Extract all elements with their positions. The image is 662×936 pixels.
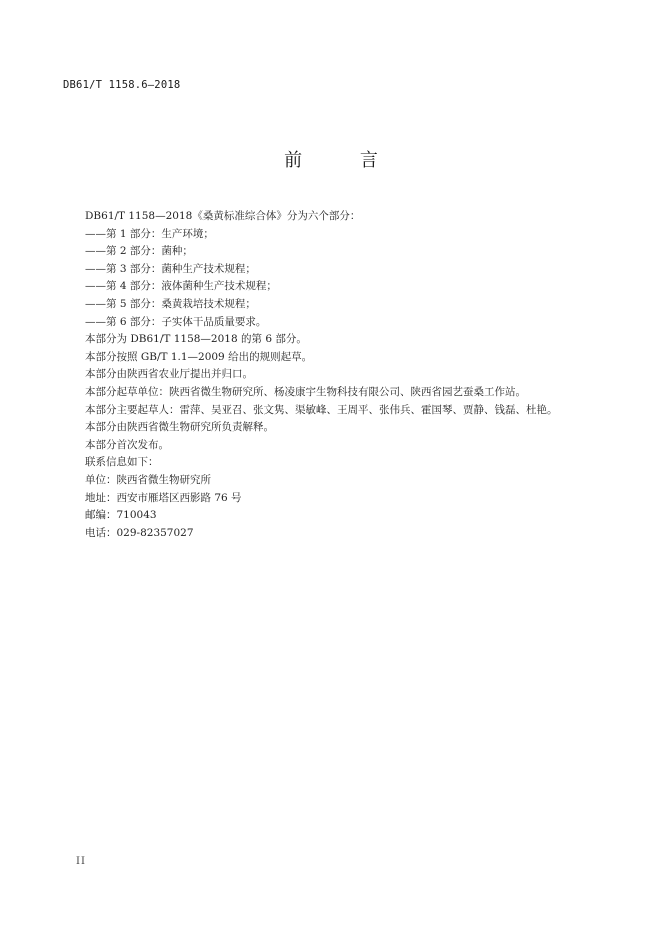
list-item-part-1: ——第 1 部分：生产环境； [85, 227, 214, 240]
foreword-body [63, 208, 603, 542]
page-number: II [76, 856, 86, 867]
contact-heading: 联系信息如下： [85, 456, 159, 469]
list-item-part-6: ——第 6 部分：子实体干品质量要求。 [85, 315, 267, 328]
paragraph-drafting-units: 本部分起草单位：陕西省微生物研究所、杨凌康宇生物科技有限公司、陕西省园艺蚕桑工作站。 [85, 385, 526, 398]
paragraph-intro: DB61/T 1158—2018《桑黄标准综合体》分为六个部分： [85, 210, 361, 222]
contact-address: 地址：西安市雁塔区西影路 76 号 [85, 491, 242, 504]
contact-unit: 单位：陕西省微生物研究所 [85, 473, 211, 486]
paragraph-drafting-rules: 本部分按照 GB/T 1.1—2009 给出的规则起草。 [85, 350, 313, 363]
contact-phone: 电话：029-82357027 [85, 526, 194, 539]
contact-postcode: 邮编：710043 [85, 509, 157, 522]
list-item-part-5: ——第 5 部分：桑黄栽培技术规程； [85, 297, 256, 310]
list-item-part-4: ——第 4 部分：液体菌种生产技术规程； [85, 280, 277, 293]
standard-code: DB61/T 1158.6—2018 [63, 79, 181, 91]
list-item-part-3: ——第 3 部分：菌种生产技术规程； [85, 262, 256, 275]
paragraph-drafters: 本部分主要起草人：雷萍、吴亚召、张文隽、渠敏峰、王周平、张伟兵、霍国琴、贾静、钱磊、杜艳。 [85, 403, 558, 416]
page-title: 前 言 [284, 150, 404, 171]
paragraph-part-statement: 本部分为 DB61/T 1158—2018 的第 6 部分。 [85, 333, 307, 346]
paragraph-first-release: 本部分首次发布。 [85, 438, 169, 451]
list-item-part-2: ——第 2 部分：菌种； [85, 245, 193, 258]
paragraph-proposer: 本部分由陕西省农业厅提出并归口。 [85, 368, 253, 381]
paragraph-interpretation: 本部分由陕西省微生物研究所负责解释。 [85, 421, 274, 434]
